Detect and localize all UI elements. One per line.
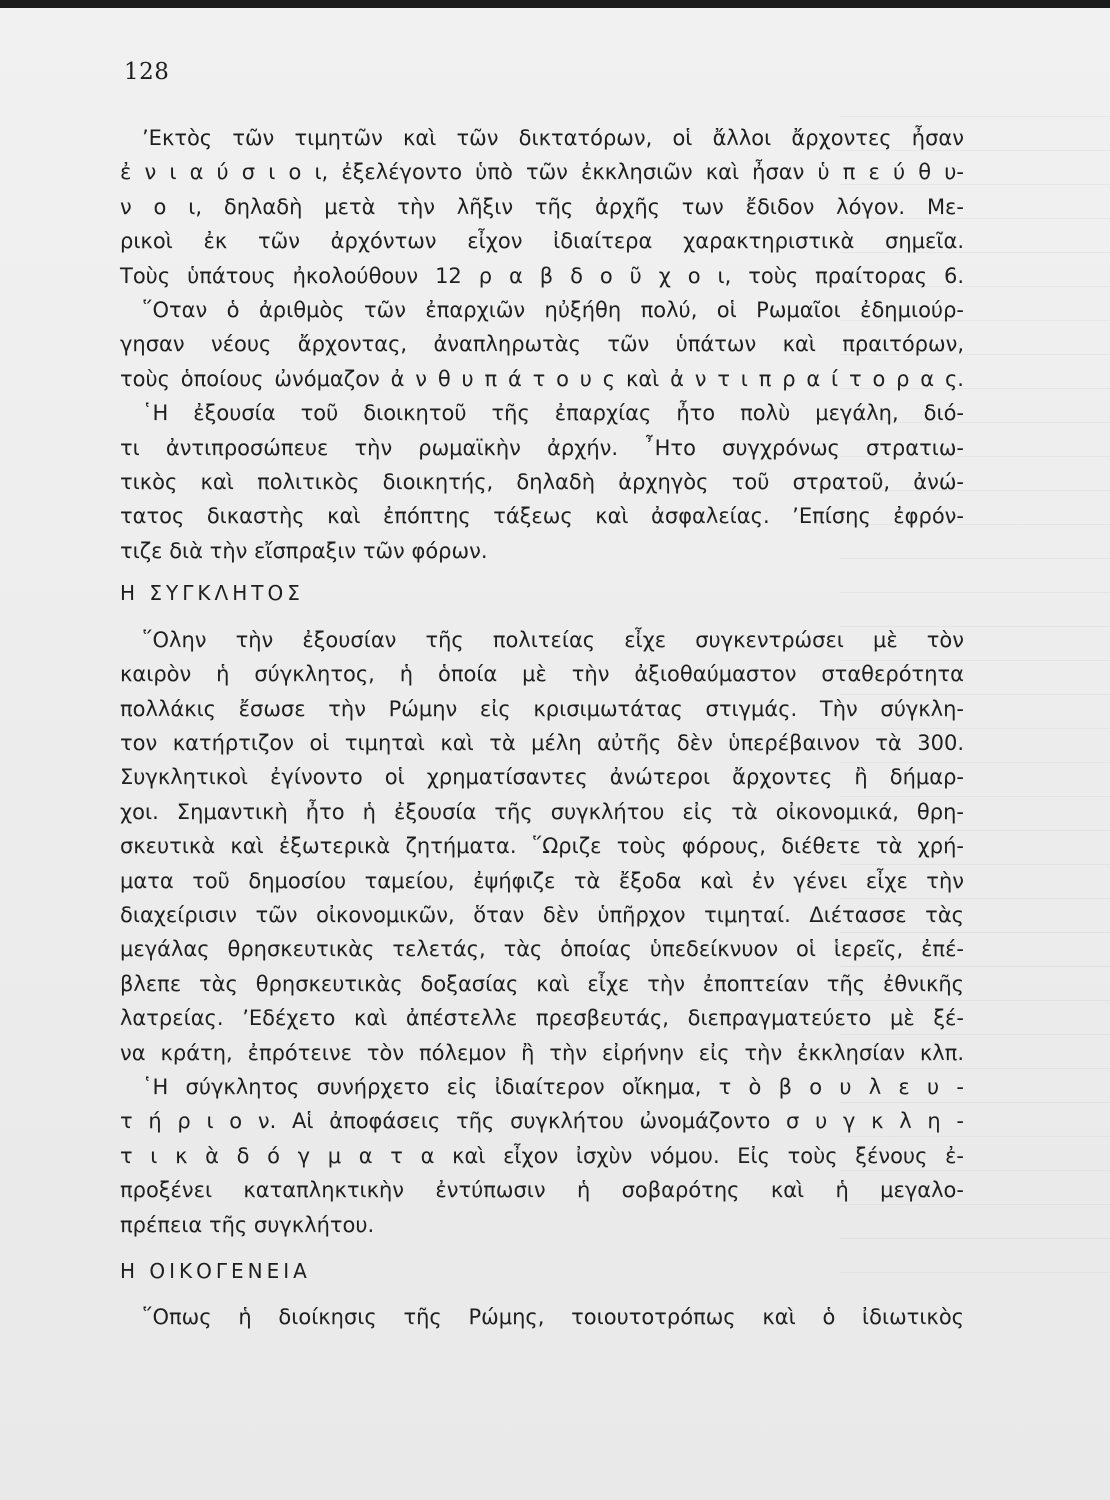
text-line: μεγάλας θρησκευτικὰς τελετάς, τὰς ὁποίας ὑπεδείκνυον οἱ ἱερεῖς, ἐπέ- xyxy=(120,937,964,962)
text-line: χοι. Σημαντικὴ ἦτο ἡ ἐξουσία τῆς συγκλήτου εἰς τὰ οἰκονομικά, θρη- xyxy=(120,799,964,824)
text-line: τατος δικαστὴς καὶ ἐπόπτης τάξεως καὶ ἀσφαλείας. ’Επίσης ἐφρόν- xyxy=(120,504,964,529)
text-line: ματα τοῦ δημοσίου ταμείου, ἐψήφιζε τὰ ἔξοδα καὶ ἐν γένει εἶχε τὴν xyxy=(120,868,964,893)
text-line: ἐ ν ι α ύ σ ι ο ι, ἐξελέγοντο ὑπὸ τῶν ἐκκλησιῶν καὶ ἦσαν ὑ π ε ύ θ υ- xyxy=(120,160,964,185)
text-line: ῞Οταν ὁ ἀριθμὸς τῶν ἐπαρχιῶν ηὐξήθη πολύ, οἱ Ρωμαῖοι ἐδημιούρ- xyxy=(142,298,964,323)
text-line: τ ή ρ ι ο ν. Αἱ ἀποφάσεις τῆς συγκλήτου ὠνομάζοντο σ υ γ κ λ η - xyxy=(120,1109,964,1134)
text-line: Συγκλητικοὶ ἐγίνοντο οἱ χρηματίσαντες ἀνώτεροι ἄρχοντες ἢ δήμαρ- xyxy=(120,765,964,790)
page-number: 128 xyxy=(124,59,170,85)
text-line: ῞Ολην τὴν ἐξουσίαν τῆς πολιτείας εἶχε συγκεντρώσει μὲ τὸν xyxy=(142,627,964,652)
main-text-block xyxy=(120,121,964,1335)
text-line: ν ο ι, δηλαδὴ μετὰ τὴν λῆξιν τῆς ἀρχῆς των ἔδιδον λόγον. Με- xyxy=(120,194,964,219)
scan-top-border xyxy=(0,0,1110,8)
section-3 xyxy=(120,1300,964,1334)
text-line: τον κατήρτιζον οἱ τιμηταὶ καὶ τὰ μέλη αὐτῆς δὲν ὑπερέβαινον τὰ 300. xyxy=(120,730,964,755)
text-line: τιζε διὰ τὴν εἴσπραξιν τῶν φόρων. xyxy=(120,538,488,563)
section-heading: Η ΣΥΓΚΛΗΤΟΣ xyxy=(120,581,304,606)
heading-gap xyxy=(120,1288,964,1300)
text-line: σκευτικὰ καὶ ἐξωτερικὰ ζητήματα. ῞Ωριζε τοὺς φόρους, διέθετε τὰ χρή- xyxy=(120,834,964,859)
text-line: προξένει καταπληκτικὴν ἐντύπωσιν ἡ σοβαρότης καὶ ἡ μεγαλο- xyxy=(120,1178,964,1203)
text-line: τ ι κ ὰ δ ό γ μ α τ α καὶ εἶχον ἰσχὺν νόμου. Εἰς τοὺς ξένους ἐ- xyxy=(120,1143,964,1168)
text-line: Τοὺς ὑπάτους ἠκολούθουν 12 ρ α β δ ο ῦ χ ο ι, τοὺς πραίτορας 6. xyxy=(120,263,964,288)
text-line: ῾Η ἐξουσία τοῦ διοικητοῦ τῆς ἐπαρχίας ἦτο πολὺ μεγάλη, διό- xyxy=(142,401,964,426)
text-line: βλεπε τὰς θρησκευτικὰς δοξασίας καὶ εἶχε τὴν ἐποπτείαν τῆς ἐθνικῆς xyxy=(120,971,964,996)
section-gap xyxy=(120,568,964,576)
text-line: καιρὸν ἡ σύγκλητος, ἡ ὁποία μὲ τὴν ἀξιοθαύμαστον σταθερότητα xyxy=(120,662,964,687)
text-line: ῞Οπως ἡ διοίκησις τῆς Ρώμης, τοιουτοτρόπως καὶ ὁ ἰδιωτικὸς xyxy=(142,1305,964,1330)
text-line: πρέπεια τῆς συγκλήτου. xyxy=(120,1212,375,1237)
text-line: ’Εκτὸς τῶν τιμητῶν καὶ τῶν δικτατόρων, οἱ ἄλλοι ἄρχοντες ἦσαν xyxy=(142,126,964,150)
text-line: τοὺς ὁποίους ὠνόμαζον ἀ ν θ υ π ά τ ο υ ς καὶ ἀ ν τ ι π ρ α ί τ ο ρ α ς. xyxy=(120,366,964,391)
text-line: λατρείας. ’Εδέχετο καὶ ἀπέστελλε πρεσβευτάς, διεπραγματεύετο μὲ ξέ- xyxy=(120,1006,964,1031)
section-1 xyxy=(120,121,964,568)
text-line: πολλάκις ἔσωσε τὴν Ρώμην εἰς κρισιμωτάτας στιγμάς. Τὴν σύγκλη- xyxy=(120,696,964,721)
text-line: να κράτη, ἐπρότεινε τὸν πόλεμον ἢ τὴν εἰρήνην εἰς τὴν ἐκκλησίαν κλπ. xyxy=(120,1040,964,1065)
text-line: ρικοὶ ἐκ τῶν ἀρχόντων εἶχον ἰδιαίτερα χαρακτηριστικὰ σημεῖα. xyxy=(120,229,964,254)
section-gap xyxy=(120,1242,964,1254)
text-line: διαχείρισιν τῶν οἰκονομικῶν, ὅταν δὲν ὑπῆρχον τιμηταί. Διέτασσε τὰς xyxy=(120,902,964,927)
heading-gap xyxy=(120,611,964,623)
section-2 xyxy=(120,623,964,1242)
section-heading: Η ΟΙΚΟΓΕΝΕΙΑ xyxy=(120,1259,311,1283)
text-line: γησαν νέους ἄρχοντας, ἀναπληρωτὰς τῶν ὑπάτων καὶ πραιτόρων, xyxy=(120,332,964,357)
text-line: ῾Η σύγκλητος συνήρχετο εἰς ἰδιαίτερον οἴκημα, τ ὸ β ο υ λ ε υ - xyxy=(142,1074,964,1099)
text-line: τικὸς καὶ πολιτικὸς διοικητής, δηλαδὴ ἀρχηγὸς τοῦ στρατοῦ, ἀνώ- xyxy=(120,470,964,495)
text-line: τι ἀντιπροσώπευε τὴν ρωμαϊκὴν ἀρχήν. ῏Ητο συγχρόνως στρατιω- xyxy=(120,435,964,460)
